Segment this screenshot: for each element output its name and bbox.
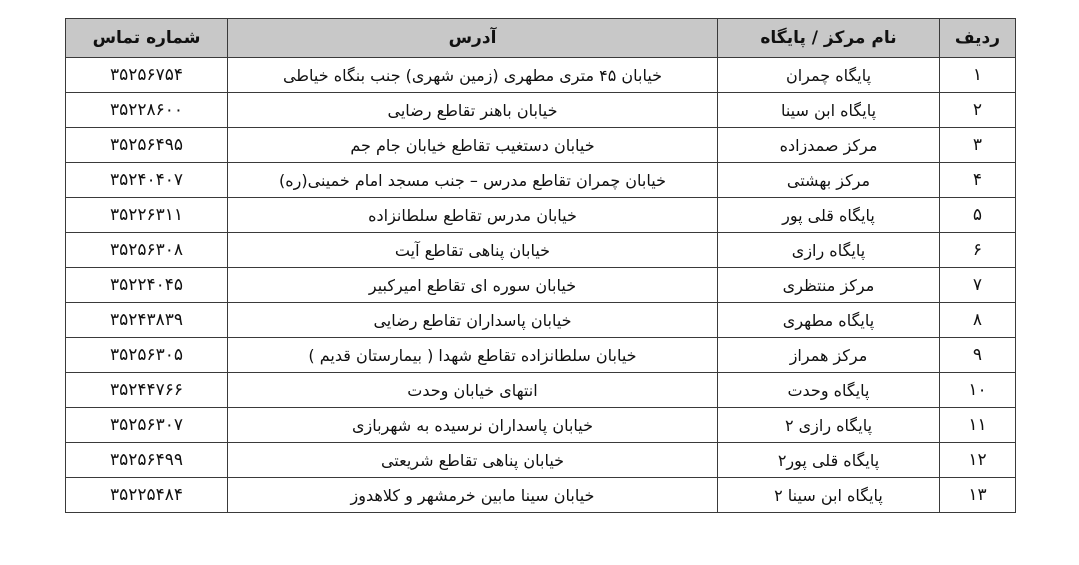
center-name-cell: پایگاه رازی	[718, 233, 940, 268]
table-row	[66, 478, 1016, 513]
table-row	[66, 93, 1016, 128]
table-row	[66, 338, 1016, 373]
center-name-cell: مرکز صمدزاده	[718, 128, 940, 163]
address-cell: خیابان سوره ای تقاطع امیرکبیر	[228, 268, 718, 303]
table-row	[66, 233, 1016, 268]
table-row	[66, 443, 1016, 478]
address-cell: انتهای خیابان وحدت	[228, 373, 718, 408]
header-row-number: ردیف	[940, 19, 1016, 58]
row-number-cell: ۴	[940, 163, 1016, 198]
address-cell: خیابان دستغیب تقاطع خیابان جام جم	[228, 128, 718, 163]
address-cell: خیابان باهنر تقاطع رضایی	[228, 93, 718, 128]
phone-cell: ۳۵۲۴۰۴۰۷	[66, 163, 228, 198]
row-number-cell: ۱۲	[940, 443, 1016, 478]
phone-cell: ۳۵۲۴۳۸۳۹	[66, 303, 228, 338]
address-cell: خیابان چمران تقاطع مدرس – جنب مسجد امام خمینی(ره)	[228, 163, 718, 198]
phone-cell: ۳۵۲۵۶۷۵۴	[66, 58, 228, 93]
phone-cell: ۳۵۲۲۵۴۸۴	[66, 478, 228, 513]
phone-cell: ۳۵۲۴۴۷۶۶	[66, 373, 228, 408]
center-name-cell: پایگاه رازی ۲	[718, 408, 940, 443]
center-name-cell: پایگاه چمران	[718, 58, 940, 93]
address-cell: خیابان سلطانزاده تقاطع شهدا ( بیمارستان قدیم )	[228, 338, 718, 373]
center-name-cell: پایگاه مطهری	[718, 303, 940, 338]
table-row	[66, 373, 1016, 408]
table-row	[66, 128, 1016, 163]
address-cell: خیابان ۴۵ متری مطهری (زمین شهری) جنب بنگاه خیاطی	[228, 58, 718, 93]
table-row	[66, 198, 1016, 233]
address-cell: خیابان مدرس تقاطع سلطانزاده	[228, 198, 718, 233]
row-number-cell: ۱۱	[940, 408, 1016, 443]
table-row	[66, 303, 1016, 338]
table-header-row	[66, 19, 1016, 58]
center-name-cell: پایگاه ابن سینا ۲	[718, 478, 940, 513]
phone-cell: ۳۵۲۲۴۰۴۵	[66, 268, 228, 303]
center-name-cell: پایگاه وحدت	[718, 373, 940, 408]
centers-table	[65, 18, 1016, 513]
row-number-cell: ۱۰	[940, 373, 1016, 408]
phone-cell: ۳۵۲۵۶۳۰۷	[66, 408, 228, 443]
row-number-cell: ۹	[940, 338, 1016, 373]
center-name-cell: پایگاه قلی پور	[718, 198, 940, 233]
phone-cell: ۳۵۲۲۶۳۱۱	[66, 198, 228, 233]
phone-cell: ۳۵۲۲۸۶۰۰	[66, 93, 228, 128]
row-number-cell: ۳	[940, 128, 1016, 163]
center-name-cell: پایگاه ابن سینا	[718, 93, 940, 128]
row-number-cell: ۷	[940, 268, 1016, 303]
header-phone: شماره تماس	[66, 19, 228, 58]
table-row	[66, 163, 1016, 198]
phone-cell: ۳۵۲۵۶۳۰۵	[66, 338, 228, 373]
address-cell: خیابان پناهی تقاطع شریعتی	[228, 443, 718, 478]
centers-table-container	[65, 18, 1015, 513]
table-row	[66, 58, 1016, 93]
center-name-cell: مرکز بهشتی	[718, 163, 940, 198]
row-number-cell: ۶	[940, 233, 1016, 268]
table-body	[66, 58, 1016, 513]
center-name-cell: مرکز منتظری	[718, 268, 940, 303]
row-number-cell: ۱	[940, 58, 1016, 93]
row-number-cell: ۲	[940, 93, 1016, 128]
table-row	[66, 408, 1016, 443]
address-cell: خیابان پاسداران نرسیده به شهربازی	[228, 408, 718, 443]
header-address: آدرس	[228, 19, 718, 58]
address-cell: خیابان پناهی تقاطع آیت	[228, 233, 718, 268]
phone-cell: ۳۵۲۵۶۴۹۵	[66, 128, 228, 163]
row-number-cell: ۸	[940, 303, 1016, 338]
address-cell: خیابان پاسداران تقاطع رضایی	[228, 303, 718, 338]
address-cell: خیابان سینا مابین خرمشهر و کلاهدوز	[228, 478, 718, 513]
table-row	[66, 268, 1016, 303]
row-number-cell: ۵	[940, 198, 1016, 233]
center-name-cell: پایگاه قلی پور۲	[718, 443, 940, 478]
center-name-cell: مرکز همراز	[718, 338, 940, 373]
row-number-cell: ۱۳	[940, 478, 1016, 513]
phone-cell: ۳۵۲۵۶۴۹۹	[66, 443, 228, 478]
header-center-name: نام مرکز / پایگاه	[718, 19, 940, 58]
phone-cell: ۳۵۲۵۶۳۰۸	[66, 233, 228, 268]
